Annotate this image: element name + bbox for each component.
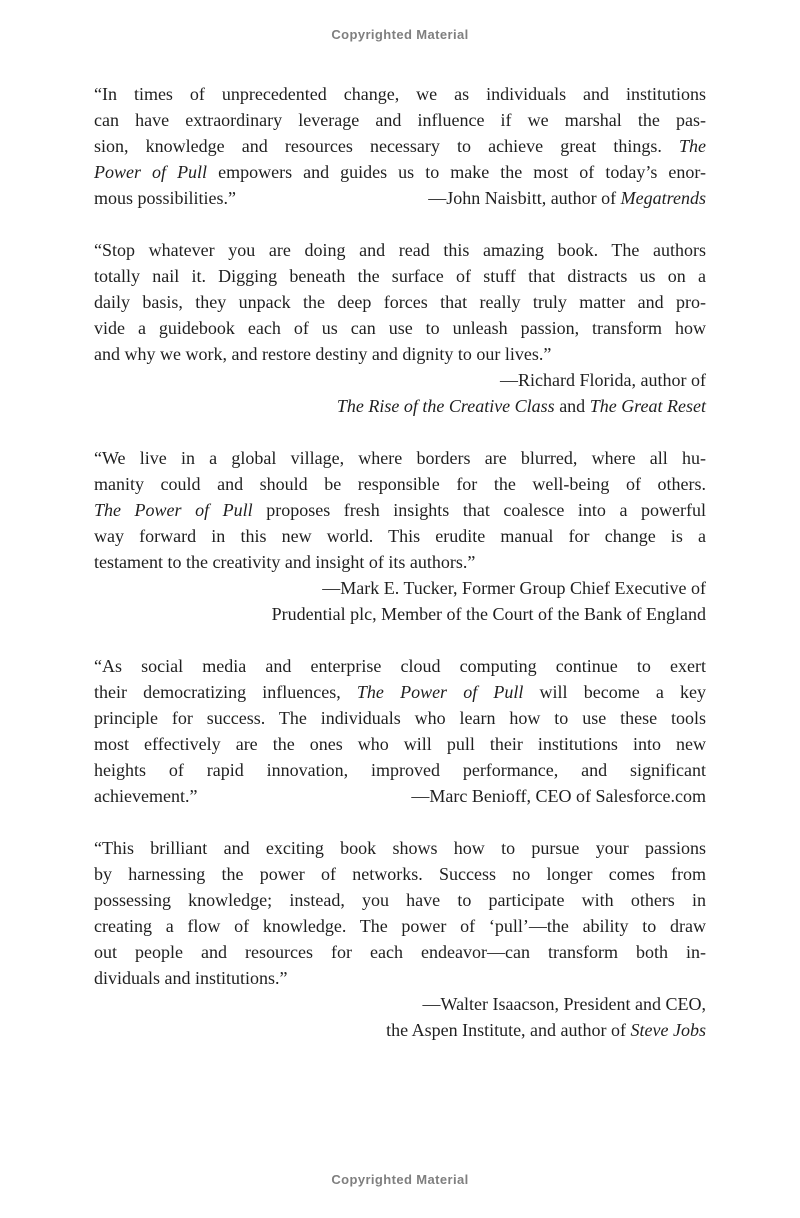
copyright-notice-top: Copyrighted Material [331, 27, 469, 42]
book-title-italic: The Power of Pull [356, 682, 524, 702]
quote-line [94, 237, 706, 263]
quote-line [94, 341, 706, 367]
quote-line [94, 783, 706, 809]
quote-line [94, 445, 706, 471]
quote-text: by harnessing the power of networks. Success no longer comes from [94, 864, 706, 884]
attribution-line [94, 1017, 706, 1043]
quote-text: “This brilliant and exciting book shows how to pursue your passions [94, 838, 706, 858]
quote-line [94, 159, 706, 185]
copyright-notice-bottom: Copyrighted Material [331, 1172, 469, 1187]
book-title-italic: Megatrends [620, 188, 706, 208]
quote-text: empowers and guides us to make the most of today’s enor- [207, 162, 706, 182]
quote-text: —Richard Florida, author of [500, 370, 706, 390]
quote-text: achievement.” [94, 786, 198, 806]
quote-text: principle for success. The individuals who learn how to use these tools [94, 708, 706, 728]
quote-text: “We live in a global village, where borders are blurred, where all hu- [94, 448, 706, 468]
quote-text: most effectively are the ones who will pull their institutions into new [94, 734, 706, 754]
quote-text: “In times of unprecedented change, we as individuals and institutions [94, 84, 706, 104]
quote-text: their democratizing influences, [94, 682, 357, 702]
quote-line [94, 185, 706, 211]
quote-line [94, 471, 706, 497]
endorsements-text-block [94, 81, 706, 1043]
quote-text: —Mark E. Tucker, Former Group Chief Executive of [322, 578, 706, 598]
attribution-line [94, 575, 706, 601]
quote-line [94, 107, 706, 133]
book-title-italic: Steve Jobs [630, 1020, 706, 1040]
attribution-line [94, 601, 706, 627]
quote-block-2 [94, 237, 706, 419]
quote-text: can have extraordinary leverage and influence if we marshal the pas- [94, 110, 706, 130]
quote-text: and why we work, and restore destiny and dignity to our lives.” [94, 344, 552, 364]
quote-line [94, 289, 706, 315]
quote-text: out people and resources for each endeavor—can transform both in- [94, 942, 706, 962]
quote-text: testament to the creativity and insight of its authors.” [94, 552, 476, 572]
quote-line [94, 939, 706, 965]
quote-text: will become a key [523, 682, 706, 702]
quote-text: and [554, 396, 590, 416]
quote-text: daily basis, they unpack the deep forces that really truly matter and pro- [94, 292, 706, 312]
attribution-line [411, 783, 706, 809]
quote-text: manity could and should be responsible for the well-being of others. [94, 474, 706, 494]
quote-text: totally nail it. Digging beneath the surface of stuff that distracts us on a [94, 266, 706, 286]
quote-text: mous possibilities.” [94, 188, 237, 208]
quote-line-end [94, 783, 197, 809]
quote-text: —John Naisbitt, author of [428, 188, 621, 208]
quote-line [94, 81, 706, 107]
quote-line [94, 887, 706, 913]
quote-line [94, 497, 706, 523]
quote-line-end [94, 185, 236, 211]
quote-text: way forward in this new world. This erudite manual for change is a [94, 526, 706, 546]
quote-line [94, 757, 706, 783]
quote-line [94, 861, 706, 887]
quote-text: sion, knowledge and resources necessary to achieve great things. [94, 136, 679, 156]
quote-text: “Stop whatever you are doing and read this amazing book. The authors [94, 240, 706, 260]
quote-line [94, 965, 706, 991]
quote-text: heights of rapid innovation, improved performance, and significant [94, 760, 706, 780]
quote-text: dividuals and institutions.” [94, 968, 288, 988]
quote-line [94, 133, 706, 159]
quote-line [94, 913, 706, 939]
quote-block-1 [94, 81, 706, 211]
quote-block-4 [94, 653, 706, 809]
quote-line [94, 263, 706, 289]
quote-line [94, 731, 706, 757]
book-title-italic: The Rise of the Creative Class [336, 396, 555, 416]
book-title-italic: The Power of Pull [94, 500, 253, 520]
quote-text: vide a guidebook each of us can use to unleash passion, transform how [94, 318, 706, 338]
quote-text: “As social media and enterprise cloud computing continue to exert [94, 656, 706, 676]
quote-text: —Marc Benioff, CEO of Salesforce.com [411, 786, 706, 806]
quote-block-5 [94, 835, 706, 1043]
quote-text: —Walter Isaacson, President and CEO, [422, 994, 706, 1014]
attribution-line [428, 185, 706, 211]
attribution-line [94, 367, 706, 393]
quote-text: the Aspen Institute, and author of [386, 1020, 631, 1040]
quote-line [94, 835, 706, 861]
quote-line [94, 549, 706, 575]
quote-line [94, 679, 706, 705]
quote-block-3 [94, 445, 706, 627]
book-title-italic: The [679, 136, 706, 156]
quote-text: proposes fresh insights that coalesce into a powerful [252, 500, 706, 520]
book-title-italic: The Great Reset [589, 396, 706, 416]
quote-line [94, 653, 706, 679]
quote-text: possessing knowledge; instead, you have to participate with others in [94, 890, 706, 910]
attribution-line [94, 393, 706, 419]
quote-line [94, 315, 706, 341]
attribution-line [94, 991, 706, 1017]
quote-line [94, 705, 706, 731]
book-title-italic: Power of Pull [94, 162, 208, 182]
quote-text: Prudential plc, Member of the Court of the Bank of England [271, 604, 706, 624]
quote-line [94, 523, 706, 549]
quote-text: creating a flow of knowledge. The power of ‘pull’—the ability to draw [94, 916, 706, 936]
